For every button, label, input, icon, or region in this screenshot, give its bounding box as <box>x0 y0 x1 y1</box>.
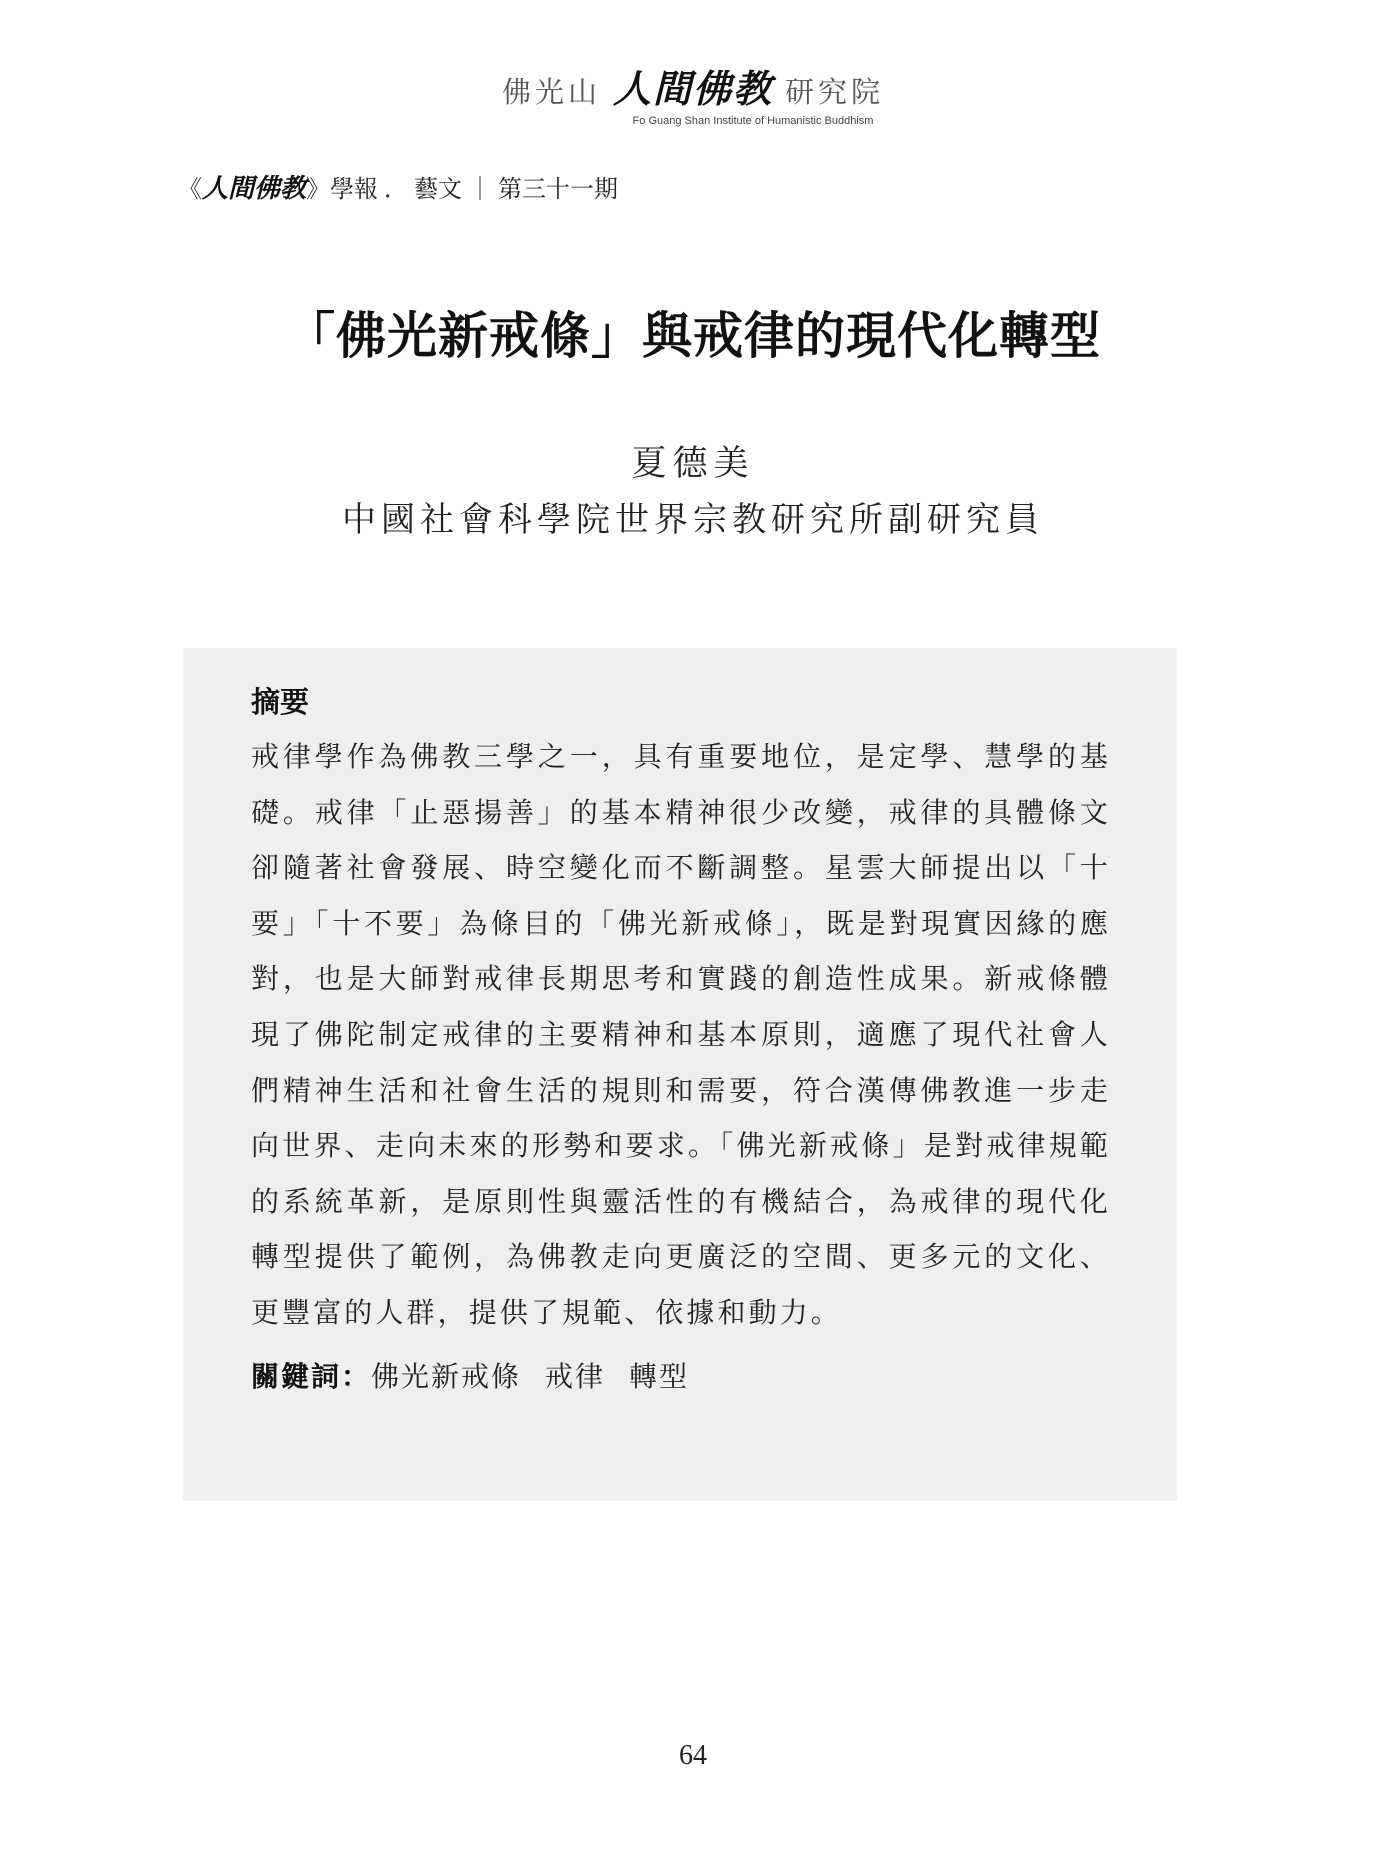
institute-logo-header <box>0 58 1386 127</box>
institute-name <box>502 58 884 113</box>
page-number: 64 <box>679 1740 707 1771</box>
journal-brand: 人間佛教 <box>202 174 307 204</box>
institute-suffix: 研究院 <box>785 75 885 109</box>
author-name: 夏德美 <box>631 444 755 484</box>
keywords-label: 關鍵詞： <box>251 1359 372 1393</box>
keyword-item: 戒律 <box>545 1359 606 1393</box>
keywords-line <box>251 1355 1111 1395</box>
keyword-item: 轉型 <box>629 1359 690 1393</box>
author-affiliation: 中國社會科學院世界宗教研究所副研究員 <box>342 500 1044 540</box>
abstract-body: 戒律學作為佛教三學之一，具有重要地位，是定學、慧學的基礎。戒律「止惡揚善」的基本精神很少改變，戒律的具體條文卻隨著社會發展、時空變化而不斷調整。星雲大師提出以「十要」「十不要」為條目的「佛光新戒條」，既是對現實因緣的應對，也是大師對戒律長期思考和實踐的創造性成果。新戒條體現了佛陀制定戒律的主要精神和基本原則，適應了現代社會人們精神生活和社會生活的規則和需要，符合漢傳佛教進一步走向世界、走向未來的形勢和要求。「佛光新戒條」是對戒律規範的系統革新，是原則性與靈活性的有機結合，為戒律的現代化轉型提供了範例，為佛教走向更廣泛的空間、更多元的文化、更豐富的人群，提供了規範、依據和動力。 <box>251 740 1111 1329</box>
running-head-open-quote: 《 <box>178 175 202 203</box>
issue-number: 第三十一期 <box>498 175 619 203</box>
running-head-dot: ． <box>384 175 409 203</box>
section-name: 藝文 <box>414 175 463 203</box>
journal-suffix: 學報 <box>330 175 379 203</box>
running-head-close-quote: 》 <box>306 175 331 203</box>
institute-english-name: Fo Guang Shan Institute of Humanistic Buddhism <box>632 115 874 127</box>
article-title: 「佛光新戒條」與戒律的現代化轉型 <box>285 307 1101 365</box>
running-head-divider: ｜ <box>468 175 493 203</box>
institute-prefix: 佛光山 <box>501 75 601 109</box>
keyword-item: 佛光新戒條 <box>371 1359 522 1393</box>
institute-brand-logotype: 人間佛教 <box>612 66 773 111</box>
abstract-heading: 摘要 <box>251 685 310 719</box>
abstract-panel <box>183 648 1177 1501</box>
running-head <box>178 168 618 205</box>
